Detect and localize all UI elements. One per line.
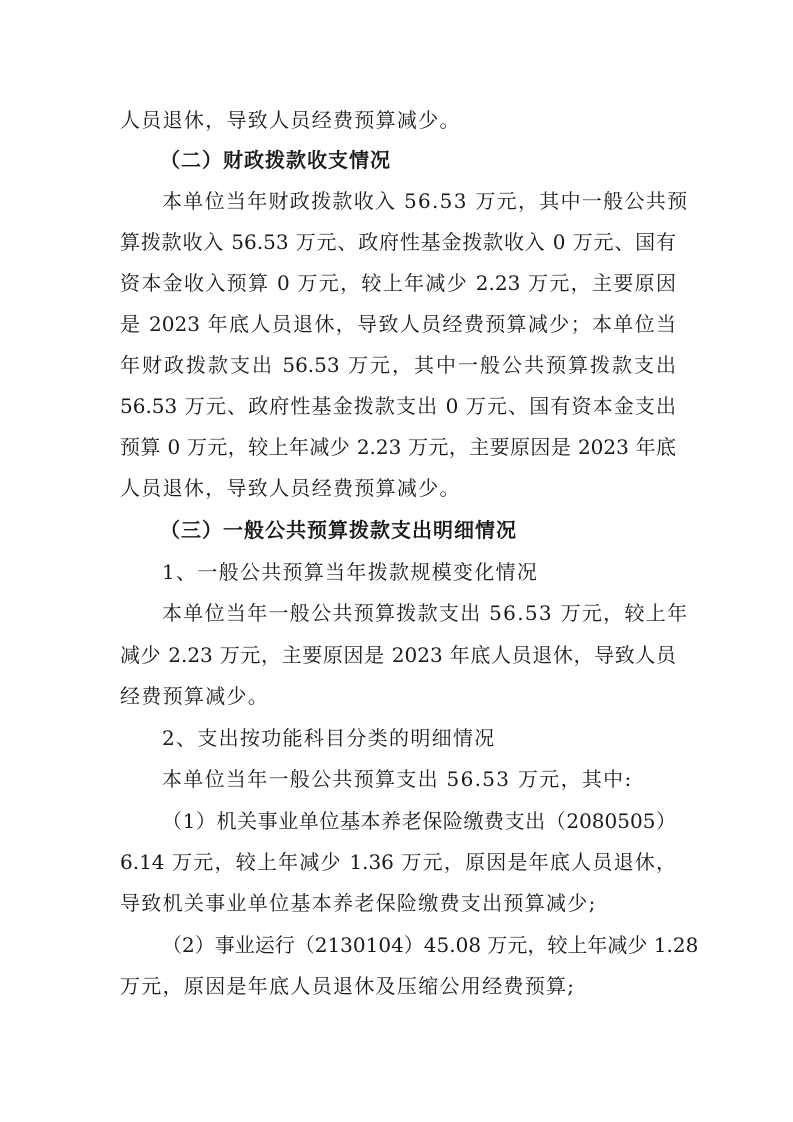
paragraph-line: 资本金收入预算 0 万元，较上年减少 2.23 万元，主要原因 xyxy=(120,271,676,295)
paragraph-line: 人员退休，导致人员经费预算减少。 xyxy=(120,476,461,500)
list-item-line: 6.14 万元，较上年减少 1.36 万元，原因是年底人员退休， xyxy=(120,850,676,874)
paragraph-line: 是 2023 年底人员退休，导致人员经费预算减少；本单位当 xyxy=(120,312,676,336)
paragraph-line: 算拨款收入 56.53 万元、政府性基金拨款收入 0 万元、国有 xyxy=(120,230,676,254)
paragraph-line: 本单位当年财政拨款收入 56.53 万元，其中一般公共预 xyxy=(162,189,689,213)
paragraph-line: 本单位当年一般公共预算拨款支出 56.53 万元，较上年 xyxy=(162,601,689,625)
list-item-line: 万元，原因是年底人员退休及压缩公用经费预算; xyxy=(120,974,576,998)
paragraph-line: 预算 0 万元，较上年减少 2.23 万元，主要原因是 2023 年底 xyxy=(120,435,676,459)
list-item-line: 导致机关事业单位基本养老保险缴费支出预算减少; xyxy=(120,891,597,915)
paragraph-line: 年财政拨款支出 56.53 万元，其中一般公共预算拨款支出 xyxy=(120,353,676,377)
paragraph-line: 人员退休，导致人员经费预算减少。 xyxy=(120,108,461,132)
paragraph-line: 减少 2.23 万元，主要原因是 2023 年底人员退休，导致人员 xyxy=(120,643,676,667)
list-item-line: （2）事业运行（2130104）45.08 万元，较上年减少 1.28 xyxy=(162,933,699,957)
subsection-heading: 1、一般公共预算当年拨款规模变化情况 xyxy=(162,560,539,584)
section-heading: （三）一般公共预算拨款支出明细情况 xyxy=(160,518,517,542)
paragraph-line: 本单位当年一般公共预算支出 56.53 万元，其中: xyxy=(162,767,633,791)
paragraph-line: 经费预算减少。 xyxy=(120,684,270,708)
list-item-line: （1）机关事业单位基本养老保险缴费支出（2080505） xyxy=(162,809,676,833)
section-heading: （二）财政拨款收支情况 xyxy=(160,148,391,172)
subsection-heading: 2、支出按功能科目分类的明细情况 xyxy=(162,726,496,750)
paragraph-line: 56.53 万元、政府性基金拨款支出 0 万元、国有资本金支出 xyxy=(120,394,676,418)
